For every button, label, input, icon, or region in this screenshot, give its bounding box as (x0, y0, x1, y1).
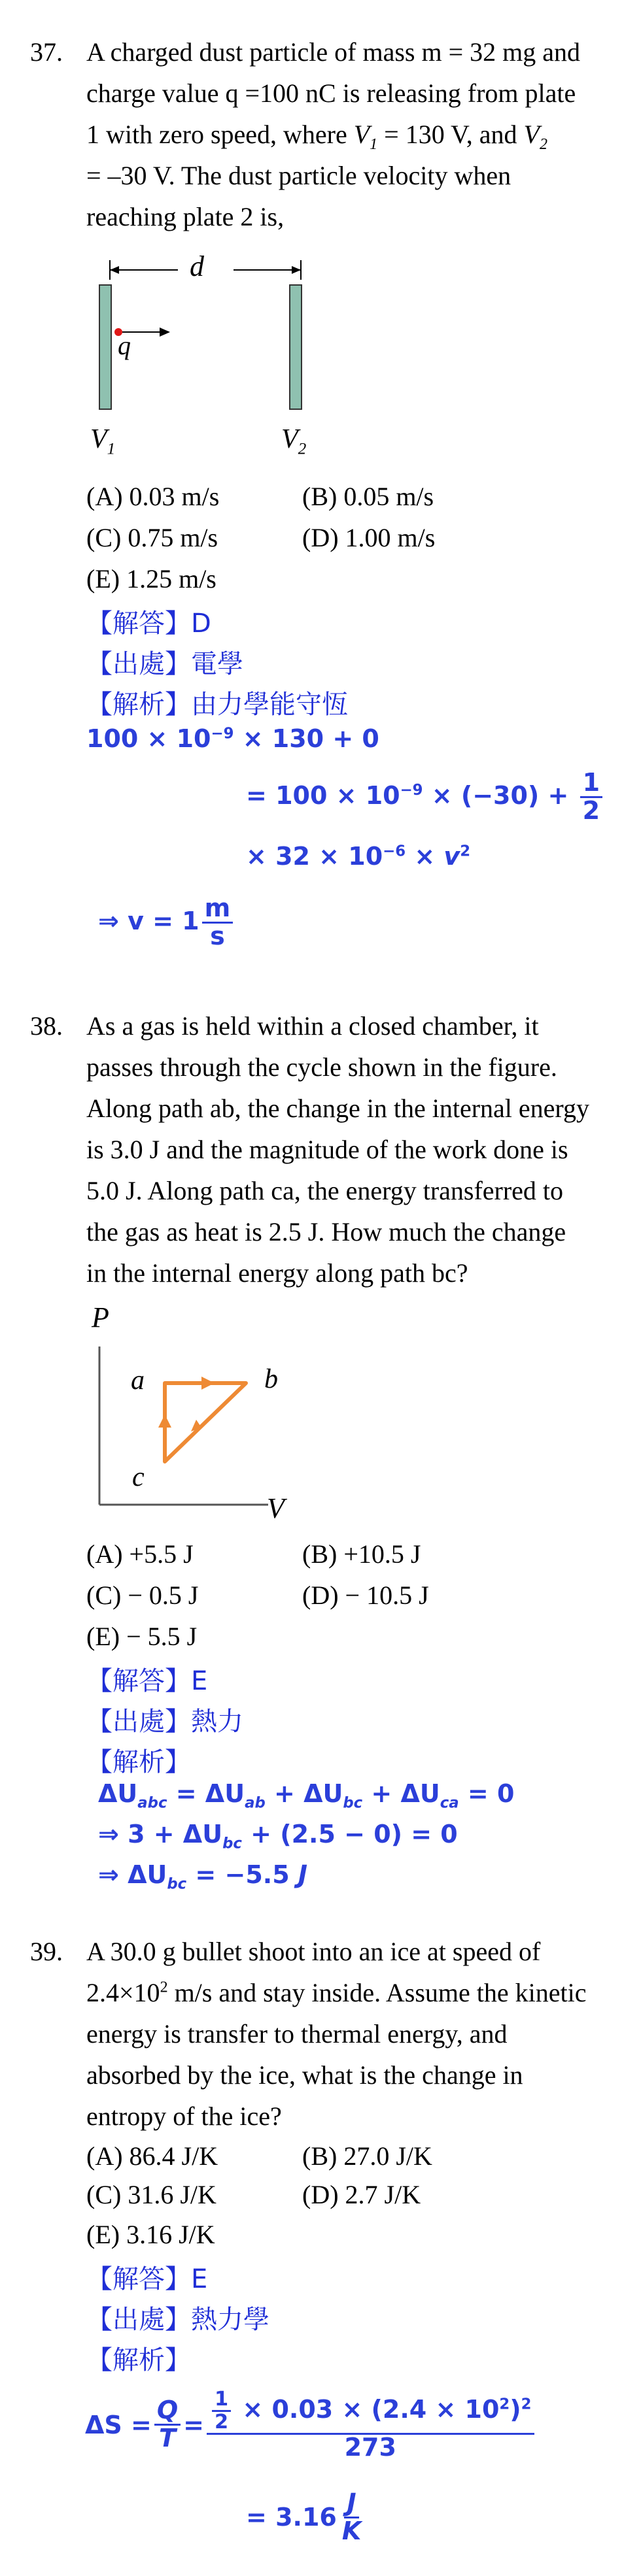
question-line: absorbed by the ice, what is the change in (86, 2060, 523, 2090)
equation-line: ΔS = $\frac{Q}{T}$ = $\frac{1}{2}$ × $0.03 \times (2.4 \times 10^2)^2$ 273 (85, 2389, 537, 2461)
option-a: (A) +5.5 J (86, 1539, 194, 1569)
option-d: (D) − 10.5 J (302, 1581, 429, 1610)
option-e: (E) 1.25 m/s (86, 564, 217, 594)
source-label: 【出處】電學 (86, 649, 243, 679)
question-line: charge value q =100 nC is releasing from plate (86, 78, 576, 108)
point-a-label: a (131, 1365, 145, 1396)
question-line: Along path ab, the change in the internal energy (86, 1094, 590, 1123)
v2-label: $V_2$ (281, 424, 307, 458)
option-b: (B) +10.5 J (302, 1539, 421, 1569)
charge-label: q (118, 331, 131, 360)
equation-line: $\Delta U_{abc} = \Delta U_{ab} + \Delta U_{bc} + \Delta U_{ca} = 0$ (98, 1779, 515, 1812)
pv-diagram-figure (92, 1333, 320, 1516)
v1-label: $V_1$ (90, 424, 116, 458)
answer-label: 【解答】E (86, 1666, 208, 1696)
question-line: is 3.0 J and the magnitude of the work done is (86, 1135, 568, 1164)
equation-line: $100 \times 10^{-9} \times 130 + 0$ (86, 724, 379, 753)
option-d: (D) 2.7 J/K (302, 2180, 421, 2209)
question-line: 5.0 J. Along path ca, the energy transferred to (86, 1176, 564, 1205)
source-label: 【出處】熱力 (86, 1707, 243, 1737)
question-line: 1 with zero speed, where $V_1 = 130$ V, and $V_2$ (86, 120, 547, 153)
question-line: in the internal energy along path bc? (86, 1258, 468, 1288)
axis-p-label: P (92, 1301, 109, 1333)
question-line: $2.4\times 10^2$ m/s and stay inside. Assume the kinetic (86, 1978, 587, 2007)
option-c: (C) 0.75 m/s (86, 523, 218, 552)
answer-label: 【解答】E (86, 2264, 208, 2294)
analysis-label: 【解析】 (86, 2345, 191, 2375)
question-number: 37. (30, 37, 63, 67)
equation-line: ⇒ v = 1 $\frac{m}{s}$ (98, 895, 235, 950)
question-line: energy is transfer to thermal energy, and (86, 2019, 508, 2049)
cycle-path (165, 1383, 246, 1462)
option-a: (A) 0.03 m/s (86, 482, 220, 511)
analysis-label: 【解析】 (86, 1747, 191, 1777)
question-line: As a gas is held within a closed chamber, it (86, 1011, 539, 1041)
question-line: A 30.0 g bullet shoot into an ice at speed of (86, 1937, 541, 1966)
option-e: (E) 3.16 J/K (86, 2220, 215, 2249)
question-line: = –30 V. The dust particle velocity when (86, 161, 511, 190)
option-a: (A) 86.4 J/K (86, 2141, 218, 2171)
option-e: (E) − 5.5 J (86, 1622, 198, 1651)
plate-1 (99, 285, 111, 409)
equation-line: = 3.16 $\frac{J}{K}$ (246, 2488, 362, 2545)
equation-line: = $100 \times 10^{-9} \times (-30)$ + $\frac{1}{2}$ (246, 770, 605, 824)
axis-v-label: V (267, 1492, 285, 1524)
distance-label: d (190, 250, 204, 282)
equation-line: ⇒ $3 + \Delta U_{bc} + (2.5 - 0) = 0$ (98, 1820, 458, 1852)
plate-2 (290, 285, 302, 409)
question-line: reaching plate 2 is, (86, 202, 285, 231)
equation-line: × $32 \times 10^{-6} \times v^2$ (246, 842, 471, 871)
point-c-label: c (132, 1462, 145, 1492)
option-c: (C) 31.6 J/K (86, 2180, 217, 2209)
question-number: 39. (30, 1937, 63, 1966)
question-line: A charged dust particle of mass m = 32 mg and (86, 37, 580, 67)
option-d: (D) 1.00 m/s (302, 523, 436, 552)
analysis-label: 【解析】由力學能守恆 (86, 690, 348, 720)
option-b: (B) 27.0 J/K (302, 2141, 432, 2171)
answer-label: 【解答】D (86, 609, 211, 639)
question-line: the gas as heat is 2.5 J. How much the change (86, 1217, 566, 1246)
option-b: (B) 0.05 m/s (302, 482, 434, 511)
question-line: entropy of the ice? (86, 2101, 282, 2131)
point-b-label: b (264, 1364, 278, 1394)
option-c: (C) − 0.5 J (86, 1581, 199, 1610)
question-number: 38. (30, 1011, 63, 1041)
source-label: 【出處】熱力學 (86, 2305, 269, 2335)
equation-line: ⇒ $\Delta U_{bc} = -5.5$ J (98, 1860, 308, 1893)
question-line: passes through the cycle shown in the figure. (86, 1052, 557, 1082)
